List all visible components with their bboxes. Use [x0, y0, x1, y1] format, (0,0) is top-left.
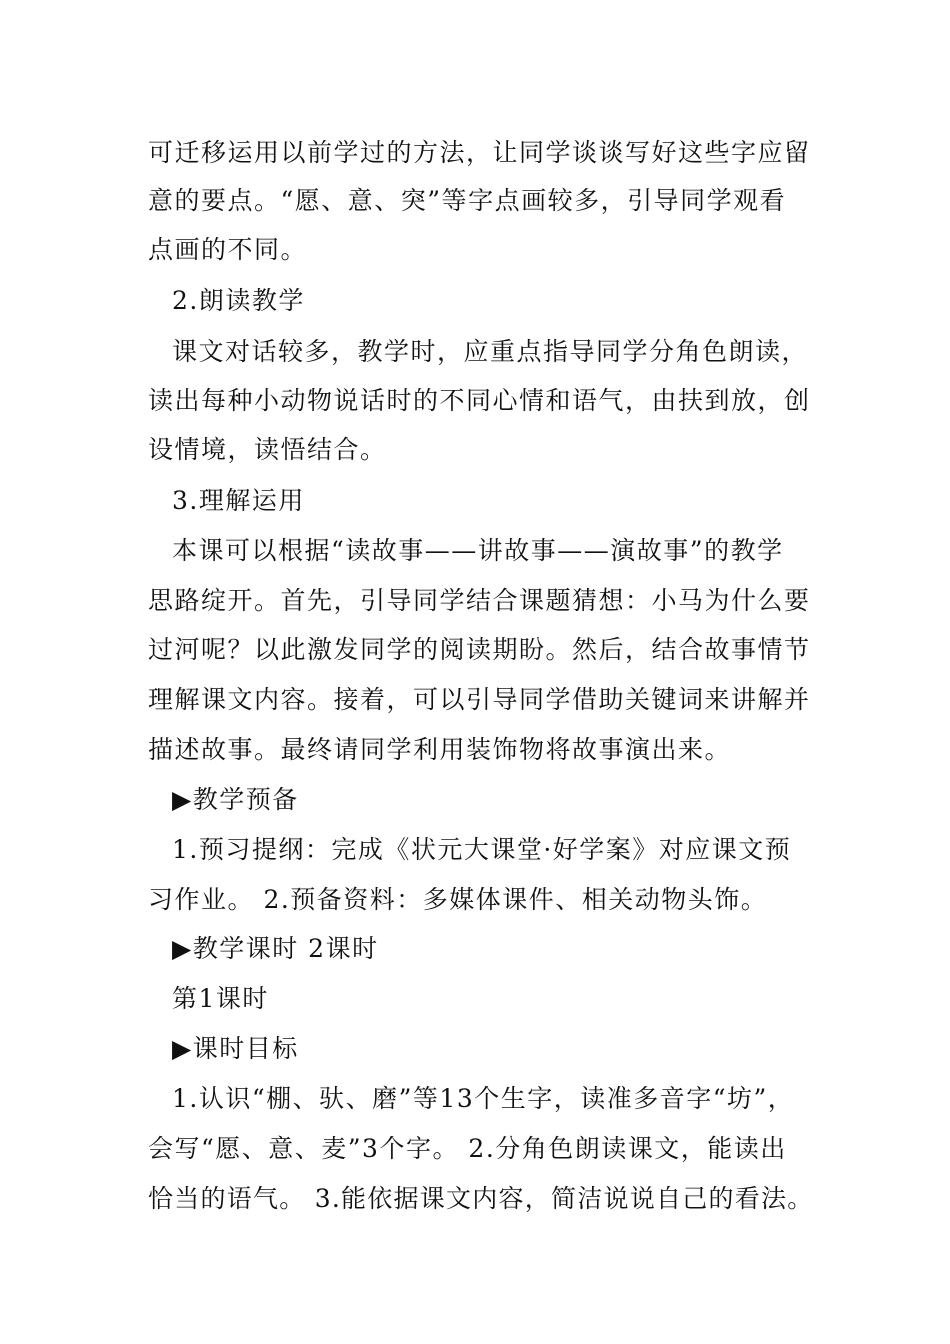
preparation-heading: ▶教学预备 — [172, 785, 299, 814]
class-hours-heading: ▶教学课时 2课时 — [172, 934, 379, 963]
understanding-heading: 3.理解运用 — [172, 486, 305, 515]
understanding-body-line-4: 理解课文内容。接着，可以引导同学借助关键词来讲解并 — [148, 685, 811, 714]
reading-body-line-1: 课文对话较多，教学时，应重点指导同学分角色朗读， — [172, 337, 809, 366]
understanding-body-line-5: 描述故事。最终请同学利用装饰物将故事演出来。 — [148, 735, 732, 764]
understanding-body-line-2: 思路绽开。首先，引导同学结合课题猜想：小马为什么要 — [148, 586, 811, 615]
first-period-heading: 第1课时 — [172, 984, 269, 1013]
writing-guidance-line-3: 点画的不同。 — [148, 235, 308, 264]
reading-body-line-2: 读出每种小动物说话时的不同心情和语气，由扶到放，创 — [148, 386, 811, 415]
preparation-body-line-2: 习作业。 2.预备资料：多媒体课件、相关动物头饰。 — [148, 885, 768, 914]
goals-body-line-3: 恰当的语气。 3.能依据课文内容，简洁说说自己的看法。 — [148, 1184, 814, 1213]
understanding-body-line-3: 过河呢？以此激发同学的阅读期盼。然后，结合故事情节 — [148, 635, 811, 664]
preparation-body-line-1: 1.预习提纲：完成《状元大课堂·好学案》对应课文预 — [172, 835, 792, 864]
writing-guidance-line-1: 可迁移运用以前学过的方法，让同学谈谈写好这些字应留 — [148, 138, 811, 167]
reading-body-line-3: 设情境，读悟结合。 — [148, 435, 387, 464]
understanding-body-line-1: 本课可以根据“读故事——讲故事——演故事”的教学 — [172, 536, 784, 565]
goals-body-line-1: 1.认识“棚、驮、磨”等13个生字，读准多音字“坊”， — [172, 1084, 795, 1113]
writing-guidance-line-2: 意的要点。“愿、意、突”等字点画较多，引导同学观看 — [148, 186, 787, 215]
reading-heading: 2.朗读教学 — [172, 286, 305, 315]
goals-body-line-2: 会写“愿、意、麦”3个字。 2.分角色朗读课文，能读出 — [148, 1134, 787, 1163]
goals-heading: ▶课时目标 — [172, 1034, 299, 1063]
